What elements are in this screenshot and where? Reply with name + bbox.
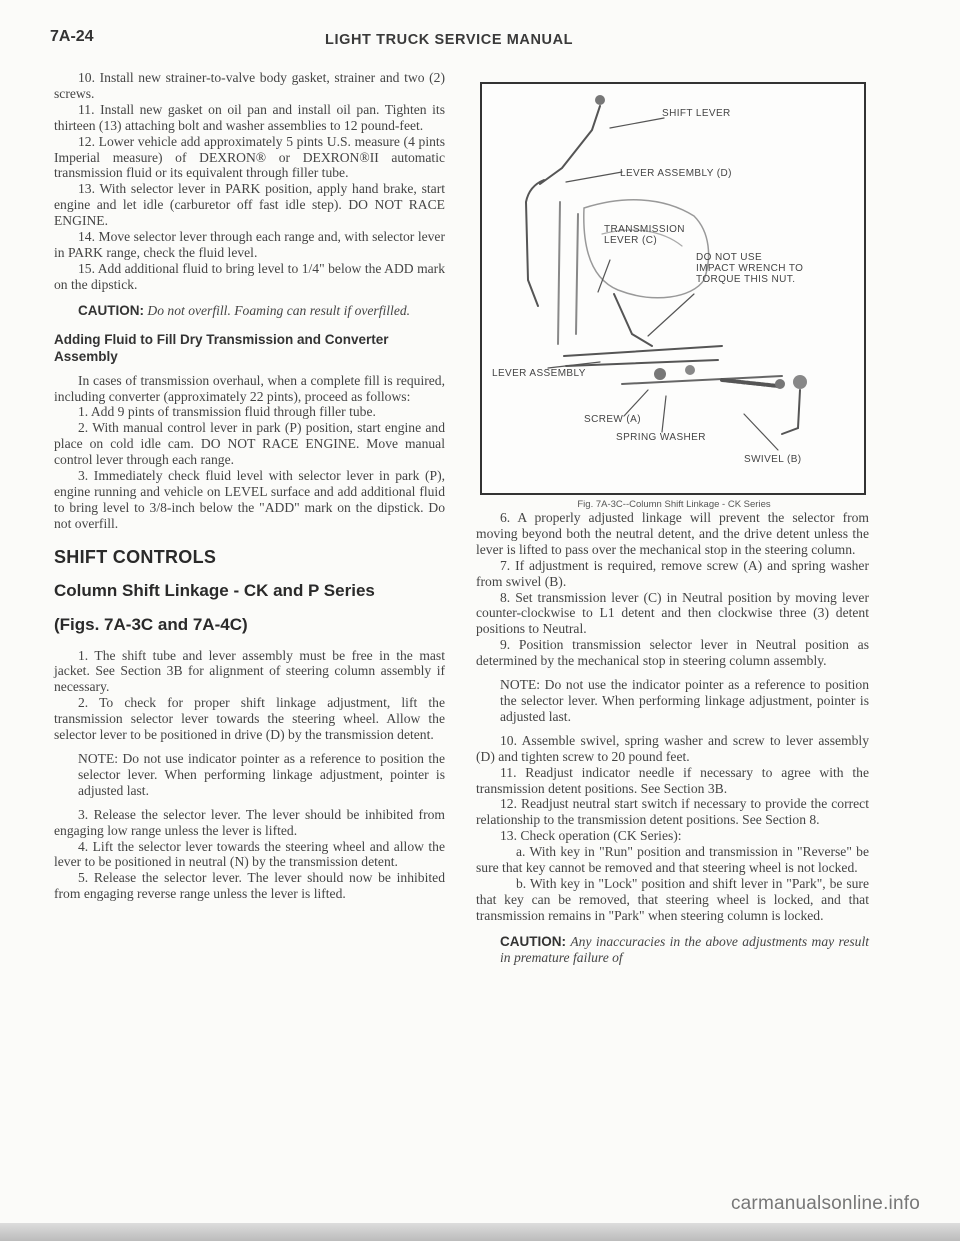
figure-label-transmission-lever: TRANSMISSION LEVER (C) xyxy=(604,224,685,246)
figure-caption: Fig. 7A-3C--Column Shift Linkage - CK Series xyxy=(577,499,771,510)
paragraph: 12. Readjust neutral start switch if necessary to provide the correct relationship to the transmission detent positions. See Section 8. xyxy=(476,796,869,828)
paragraph: 14. Move selector lever through each range and, with selector lever in PARK range, check the fluid level. xyxy=(54,229,445,260)
figure-label-swivel: SWIVEL (B) xyxy=(744,454,802,465)
paragraph: 3. Release the selector lever. The lever should be inhibited from engaging low range unless the lever is lifted. xyxy=(54,806,445,838)
right-column xyxy=(476,510,869,975)
paragraph: 5. Release the selector lever. The lever should now be inhibited from engaging reverse range unless the lever is lifted. xyxy=(54,870,445,902)
manual-title: LIGHT TRUCK SERVICE MANUAL xyxy=(325,32,574,48)
paragraph: 1. The shift tube and lever assembly must be free in the mast jacket. See Section 3B for alignment of steering column assembly if necessary. xyxy=(54,647,445,695)
paragraph: 13. With selector lever in PARK position, apply hand brake, start engine and let idle (carburetor off fast idle step). DO NOT RACE ENGINE. xyxy=(54,181,445,229)
paragraph: In cases of transmission overhaul, when a complete fill is required, including converter (approximately 22 pints), proceed as follows: xyxy=(54,372,445,404)
paragraph: 10. Assemble swivel, spring washer and screw to lever assembly (D) and tighten screw to 20 pound feet. xyxy=(476,732,869,764)
page-number: 7A-24 xyxy=(50,28,94,45)
paragraph: a. With key in "Run" position and transmission in "Reverse" be sure that key cannot be removed and that steering wheel is not locked. xyxy=(476,844,869,876)
paragraph: 12. Lower vehicle add approximately 5 pints U.S. measure (4 pints Imperial measure) of DEXRON® or DEXRON®II automatic transmission fluid or its equivalent through filler tube. xyxy=(54,133,445,181)
page-header xyxy=(50,28,920,58)
caution-text: Do not overfill. Foaming can result if overfilled. xyxy=(147,302,411,318)
paragraph: 8. Set transmission lever (C) in Neutral position by moving lever counter-clockwise to L1 detent and then clockwise three (3) detent positions to Neutral. xyxy=(476,589,869,637)
paragraph: 1. Add 9 pints of transmission fluid through filler tube. xyxy=(78,404,376,420)
linkage-figure xyxy=(480,82,866,495)
subsection-heading: Column Shift Linkage - CK and P Series xyxy=(54,580,375,600)
paragraph: 3. Immediately check fluid level with selector lever in park (P), engine running and vehicle on LEVEL surface and add additional fluid to bring level to 3/8-inch below the "ADD" mark on the dipstick. Do not overfill. xyxy=(54,468,445,531)
paragraph: 4. Lift the selector lever towards the steering wheel and allow the lever to be positioned in neutral (N) by the transmission detent. xyxy=(54,838,445,870)
paragraph: 11. Install new gasket on oil pan and install oil pan. Tighten its thirteen (13) attaching bolt and washer assemblies to 12 pound-feet. xyxy=(54,101,445,133)
caution-block xyxy=(78,303,445,319)
section-heading: SHIFT CONTROLS xyxy=(54,546,217,567)
paragraph: 9. Position transmission selector lever in Neutral position as determined by the mechanical stop in steering column assembly. xyxy=(476,637,869,669)
paragraph: 2. To check for proper shift linkage adjustment, lift the transmission selector lever towards the steering wheel. Allow the selector lever to be positioned in drive (D) by the transmission detent. xyxy=(54,695,445,743)
paragraph: 13. Check operation (CK Series): xyxy=(500,828,682,844)
caution-text: Any inaccuracies in the above adjustments may result in premature failure of xyxy=(500,933,869,965)
figure-label-do-not-use: DO NOT USE IMPACT WRENCH TO TORQUE THIS NUT. xyxy=(696,252,804,285)
figure-label-shift-lever: SHIFT LEVER xyxy=(662,108,731,119)
scan-edge xyxy=(0,1223,960,1241)
left-column xyxy=(54,70,445,902)
figure-label-lever-assembly-d: LEVER ASSEMBLY (D) xyxy=(620,168,732,179)
subheading: Adding Fluid to Fill Dry Transmission and Converter Assembly xyxy=(54,331,389,364)
figure-label-lever-assembly: LEVER ASSEMBLY xyxy=(492,368,586,379)
watermark: carmanualsonline.info xyxy=(730,1193,920,1214)
paragraph: 15. Add additional fluid to bring level to 1/4" below the ADD mark on the dipstick. xyxy=(54,260,445,292)
figure-label-spring-washer: SPRING WASHER xyxy=(616,432,706,443)
note-block: NOTE: Do not use the indicator pointer as a reference to position the selector lever. When performing linkage adjustment, pointer is adjusted last. xyxy=(500,677,869,724)
subsection-figures: (Figs. 7A-3C and 7A-4C) xyxy=(54,614,248,634)
paragraph: 2. With manual control lever in park (P) position, start engine and place on cold idle cam. DO NOT RACE ENGINE. Move manual control lever through each range. xyxy=(54,420,445,468)
paragraph: 6. A properly adjusted linkage will prevent the selector from moving beyond both the neutral detent, and the drive detent unless the lever is lifted to pass over the mechanical stop in the steering column. xyxy=(476,510,869,557)
caution-block xyxy=(500,934,869,966)
figure-label-screw: SCREW (A) xyxy=(584,414,641,425)
paragraph: 11. Readjust indicator needle if necessary to agree with the transmission detent positions. See Section 3B. xyxy=(476,764,869,796)
caution-label: CAUTION: xyxy=(78,302,144,318)
paragraph: 7. If adjustment is required, remove screw (A) and spring washer from swivel (B). xyxy=(476,557,869,589)
caution-label: CAUTION: xyxy=(500,933,566,949)
note-block: NOTE: Do not use indicator pointer as a reference to position the selector lever. When performing linkage adjustment, pointer is adjusted last. xyxy=(78,751,445,798)
paragraph: 10. Install new strainer-to-valve body gasket, strainer and two (2) screws. xyxy=(54,70,445,101)
paragraph: b. With key in "Lock" position and shift lever in "Park", be sure that key can be removed, that steering wheel is locked, and that transmission remains in "Park" when steering column is locked. xyxy=(476,875,869,923)
